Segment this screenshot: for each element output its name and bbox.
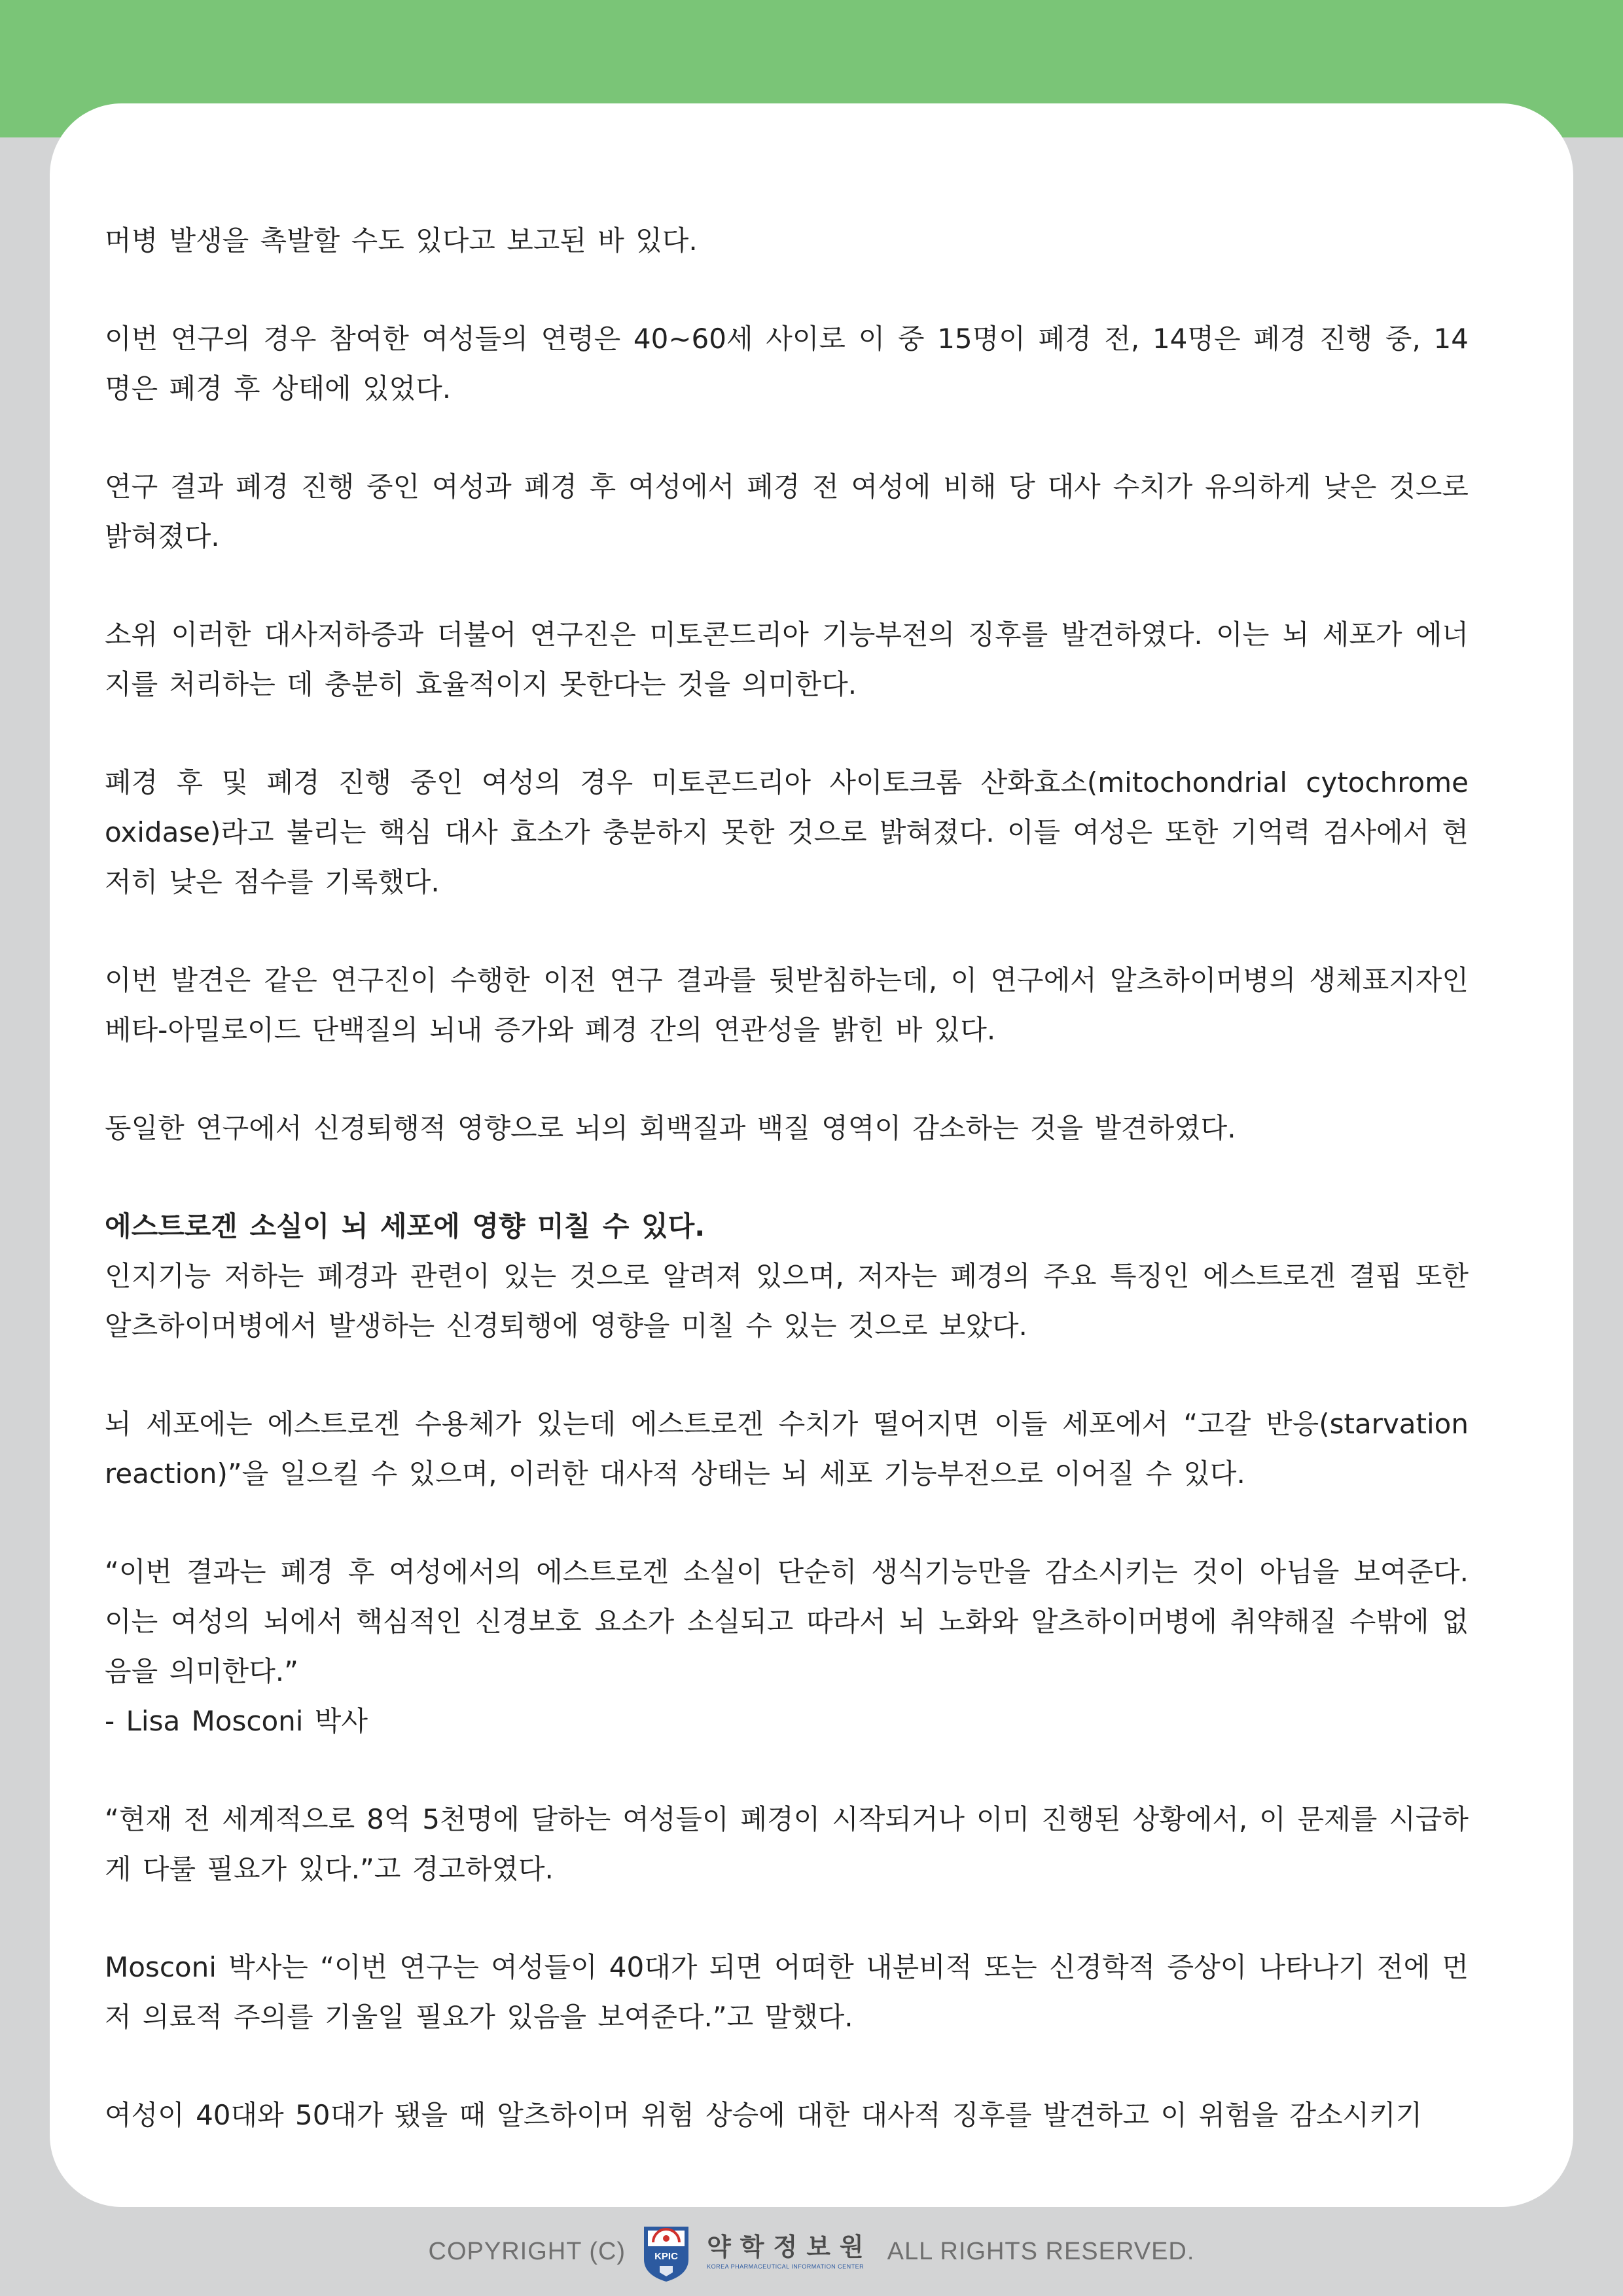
paragraph: 소위 이러한 대사저하증과 더불어 연구진은 미토콘드리아 기능부전의 징후를 발견하였다. 이는 뇌 세포가 에너지를 처리하는 데 충분히 효율적이지 못한다는 것을 의미한다. [105,619,1469,700]
paragraph: 폐경 후 및 폐경 진행 중인 여성의 경우 미토콘드리아 사이토크롬 산화효소(mitochondrial cytochrome oxidase)라고 불리는 핵심 대사 효소가 충분하지 못한 것으로 밝혀졌다. 이들 여성은 또한 기억력 검사에서 현저히 낮은 점수를 기록했다. [105,766,1469,898]
article-body [105,216,1469,2140]
paragraph: 동일한 연구에서 신경퇴행적 영향으로 뇌의 회백질과 백질 영역이 감소하는 것을 발견하였다. [105,1112,1236,1144]
quote-attribution: - Lisa Mosconi 박사 [105,1705,368,1737]
svg-text:KPIC: KPIC [654,2251,678,2262]
rights-label: ALL RIGHTS RESERVED. [887,2237,1195,2265]
paragraph: 머병 발생을 촉발할 수도 있다고 보고된 바 있다. [105,224,698,257]
kpic-logo-icon [640,2220,692,2283]
paragraph: Mosconi 박사는 “이번 연구는 여성들이 40대가 되면 어떠한 내분비적 또는 신경학적 증상이 나타나기 전에 먼저 의료적 주의를 기울일 필요가 있음을 보여준다.”고 말했다. [105,1951,1469,2033]
page-footer [0,2207,1623,2296]
org-name-english: KOREA PHARMACEUTICAL INFORMATION CENTER [707,2263,865,2270]
logo-wordmark [707,2232,873,2271]
org-name-korean: 약학정보원 [707,2233,873,2261]
quote-paragraph: “이번 결과는 폐경 후 여성에서의 에스트로겐 소실이 단순히 생식기능만을 감소시키는 것이 아님을 보여준다. 이는 여성의 뇌에서 핵심적인 신경보호 요소가 소실되고 따라서 뇌 노화와 알츠하이머병에 취약해질 수밖에 없음을 의미한다.” [105,1556,1469,1687]
paragraph: 이번 발견은 같은 연구진이 수행한 이전 연구 결과를 뒷받침하는데, 이 연구에서 알츠하이머병의 생체표지자인 베타-아밀로이드 단백질의 뇌내 증가와 폐경 간의 연관성을 밝힌 바 있다. [105,964,1469,1046]
section-heading: 에스트로겐 소실이 뇌 세포에 영향 미칠 수 있다. [105,1210,705,1242]
paragraph: 인지기능 저하는 폐경과 관련이 있는 것으로 알려져 있으며, 저자는 폐경의 주요 특징인 에스트로겐 결핍 또한 알츠하이머병에서 발생하는 신경퇴행에 영향을 미칠 수 있는 것으로 보았다. [105,1260,1469,1342]
paragraph: 이번 연구의 경우 참여한 여성들의 연령은 40~60세 사이로 이 중 15명이 폐경 전, 14명은 폐경 진행 중, 14명은 폐경 후 상태에 있었다. [105,323,1469,404]
paragraph: 연구 결과 폐경 진행 중인 여성과 폐경 후 여성에서 폐경 전 여성에 비해 당 대사 수치가 유의하게 낮은 것으로 밝혀졌다. [105,471,1469,552]
paragraph: 여성이 40대와 50대가 됐을 때 알츠하이머 위험 상승에 대한 대사적 징후를 발견하고 이 위험을 감소시키기 [105,2099,1423,2131]
paragraph: 뇌 세포에는 에스트로겐 수용체가 있는데 에스트로겐 수치가 떨어지면 이들 세포에서 “고갈 반응(starvation reaction)”을 일으킬 수 있으며, 이러한 대사적 상태는 뇌 세포 기능부전으로 이어질 수 있다. [105,1408,1469,1490]
paragraph: “현재 전 세계적으로 8억 5천명에 달하는 여성들이 폐경이 시작되거나 이미 진행된 상황에서, 이 문제를 시급하게 다룰 필요가 있다.”고 경고하였다. [105,1803,1469,1885]
copyright-label: COPYRIGHT (C) [428,2237,626,2265]
